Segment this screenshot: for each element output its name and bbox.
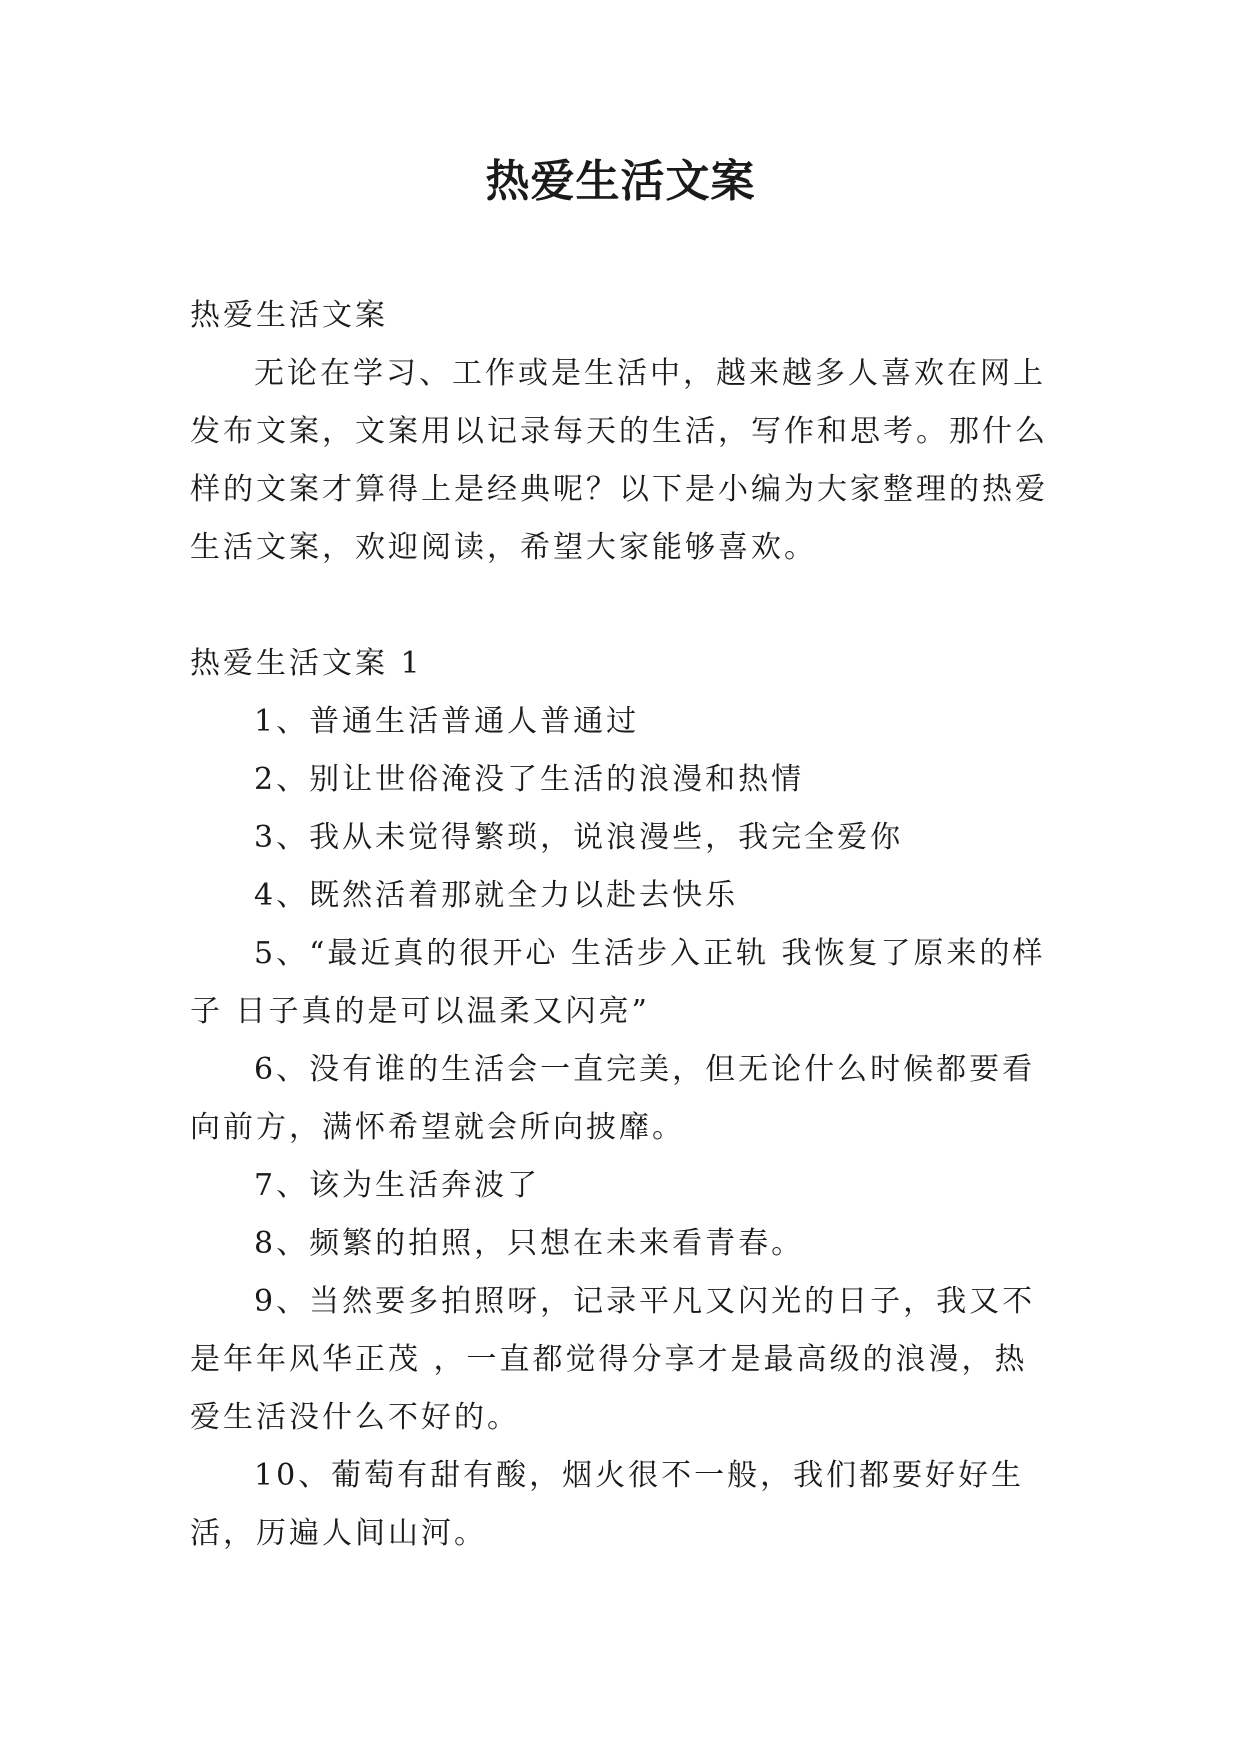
list-item: 6、没有谁的生活会一直完美，但无论什么时候都要看向前方，满怀希望就会所向披靡。	[190, 1052, 1036, 1145]
paragraph-gap	[190, 577, 1050, 635]
list-item: 7、该为生活奔波了	[254, 1168, 541, 1203]
list-item: 10、葡萄有甜有酸，烟火很不一般，我们都要好好生活，历遍人间山河。	[190, 1458, 1025, 1551]
intro-paragraph: 无论在学习、工作或是生活中，越来越多人喜欢在网上发布文案，文案用以记录每天的生活，写作和思考。那什么样的文案才算得上是经典呢？以下是小编为大家整理的热爱生活文案，欢迎阅读，希望大家能够喜欢。	[190, 356, 1048, 565]
list-item: 4、既然活着那就全力以赴去快乐	[254, 878, 739, 913]
list-item: 1、普通生活普通人普通过	[254, 704, 640, 739]
document-body	[190, 287, 1050, 1563]
section-heading: 热爱生活文案 1	[190, 646, 423, 681]
list-item: 2、别让世俗淹没了生活的浪漫和热情	[254, 762, 805, 797]
list-item: 3、我从未觉得繁琐，说浪漫些，我完全爱你	[254, 820, 904, 855]
list-item: 8、频繁的拍照，只想在未来看青春。	[254, 1226, 805, 1261]
document-title: 热爱生活文案	[485, 156, 756, 207]
list-item: 9、当然要多拍照呀，记录平凡又闪光的日子，我又不是年年风华正茂 ，一直都觉得分享才是最高级的浪漫，热爱生活没什么不好的。	[190, 1284, 1036, 1435]
intro-heading: 热爱生活文案	[190, 298, 388, 333]
list-item: 5、“最近真的很开心 生活步入正轨 我恢复了原来的样子 日子真的是可以温柔又闪亮”	[190, 936, 1046, 1029]
